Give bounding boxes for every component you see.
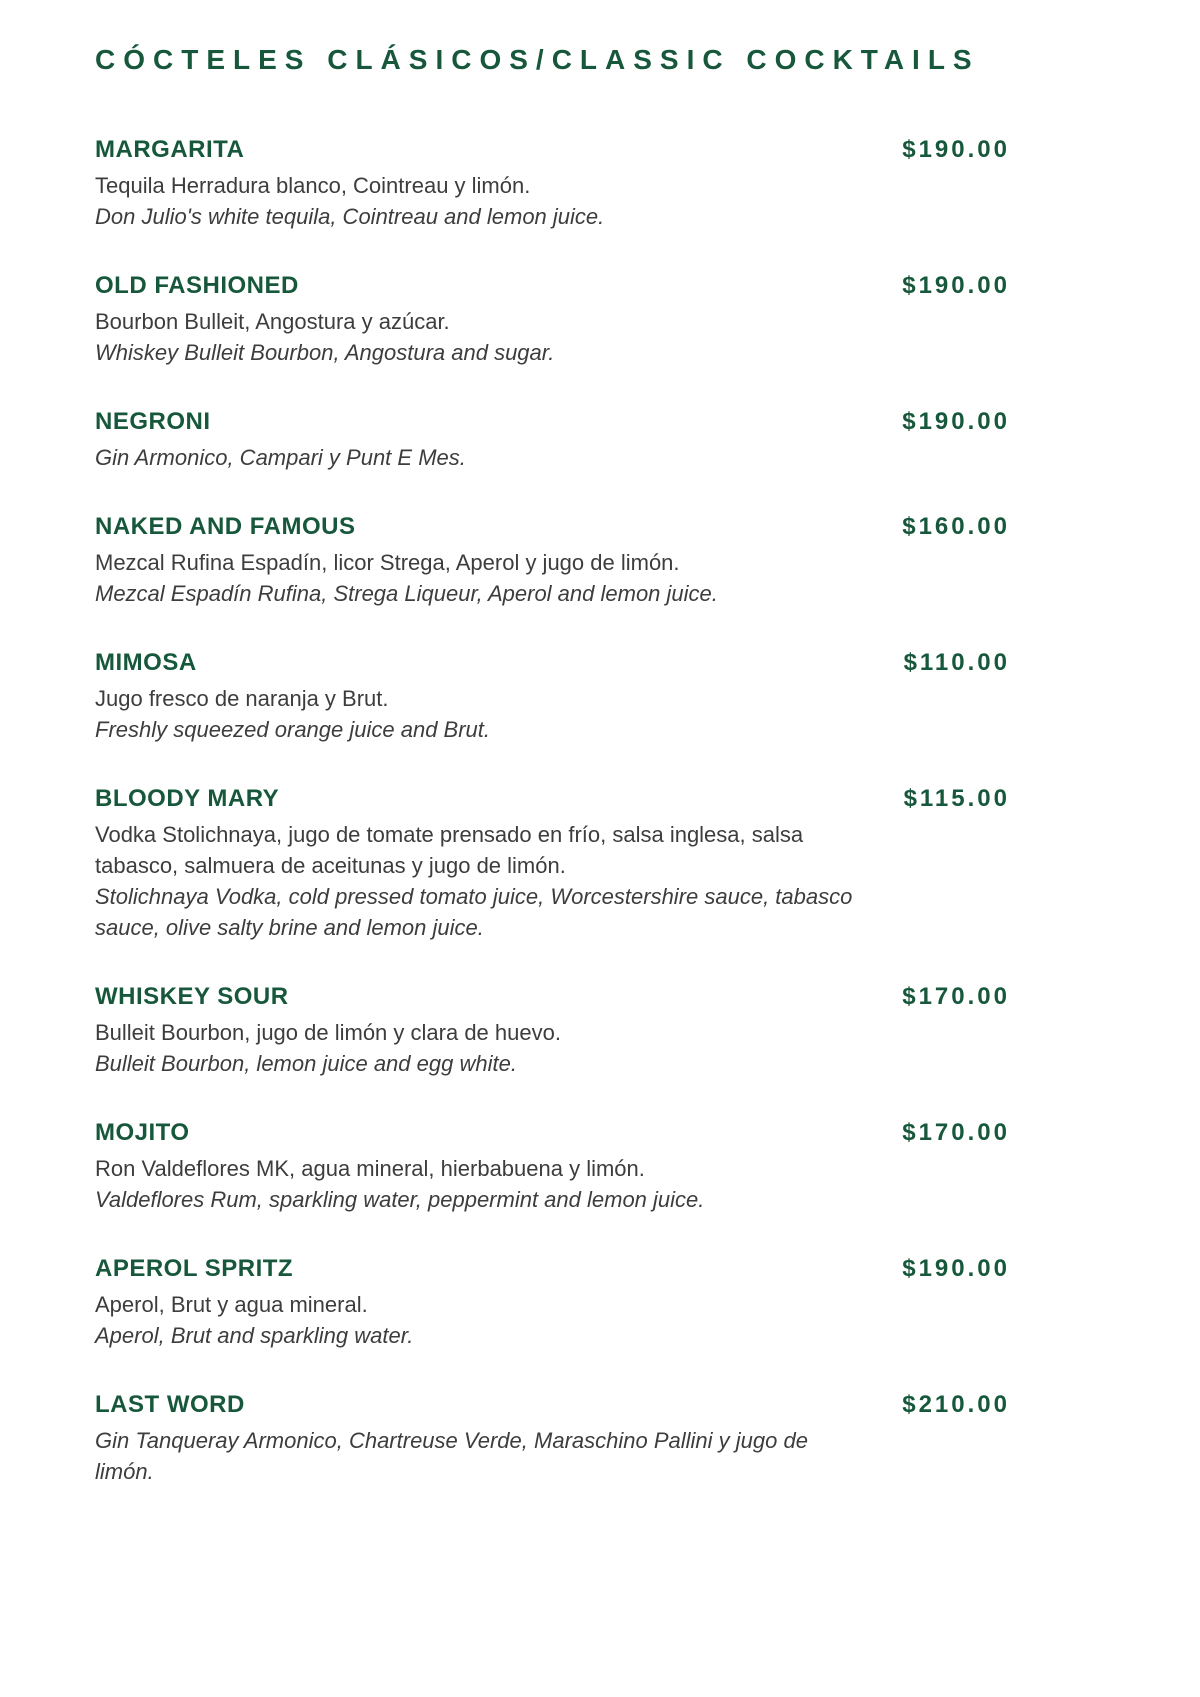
item-name: MOJITO [95, 1119, 190, 1146]
item-description-english: Don Julio's white tequila, Cointreau and lemon juice. [95, 204, 605, 229]
menu-content [95, 42, 1010, 1525]
item-description-english: Aperol, Brut and sparkling water. [95, 1323, 414, 1348]
menu-item-whiskey-sour [95, 981, 1010, 1079]
item-name: BLOODY MARY [95, 785, 280, 812]
item-name: NAKED AND FAMOUS [95, 513, 356, 540]
item-name: OLD FASHIONED [95, 272, 299, 299]
item-description-spanish: Bulleit Bourbon, jugo de limón y clara de huevo. [95, 1020, 561, 1045]
item-price: $110.00 [903, 649, 1010, 676]
item-header [95, 270, 1010, 302]
item-header [95, 406, 1010, 438]
item-price: $190.00 [902, 408, 1010, 435]
item-header [95, 1389, 1010, 1421]
menu-item-last-word [95, 1389, 1010, 1487]
item-description-english: Freshly squeezed orange juice and Brut. [95, 717, 491, 742]
item-description-spanish: Vodka Stolichnaya, jugo de tomate prensado en frío, salsa inglesa, salsa tabasco, salmuera de aceitunas y jugo de limón. [95, 822, 804, 878]
item-description-english: Valdeflores Rum, sparkling water, peppermint and lemon juice. [95, 1187, 705, 1212]
item-price: $190.00 [902, 272, 1010, 299]
menu-item-mojito [95, 1117, 1010, 1215]
item-description-spanish: Tequila Herradura blanco, Cointreau y limón. [95, 173, 531, 198]
menu-item-naked-and-famous [95, 511, 1010, 609]
item-price: $170.00 [902, 983, 1010, 1010]
menu-item-mimosa [95, 647, 1010, 745]
item-header [95, 134, 1010, 166]
item-description-english: Mezcal Espadín Rufina, Strega Liqueur, Aperol and lemon juice. [95, 581, 718, 606]
item-description-spanish: Bourbon Bulleit, Angostura y azúcar. [95, 309, 450, 334]
item-description-english: Whiskey Bulleit Bourbon, Angostura and sugar. [95, 340, 555, 365]
menu-item-bloody-mary [95, 783, 1010, 943]
menu-section-title: CÓCTELES CLÁSICOS/CLASSIC COCKTAILS [95, 44, 980, 75]
item-name: APEROL SPRITZ [95, 1255, 294, 1282]
item-header [95, 981, 1010, 1013]
item-description-english: Gin Tanqueray Armonico, Chartreuse Verde, Maraschino Pallini y jugo de limón. [95, 1428, 808, 1484]
item-name: WHISKEY SOUR [95, 983, 289, 1010]
item-price: $115.00 [903, 785, 1010, 812]
item-price: $160.00 [902, 513, 1010, 540]
item-price: $190.00 [902, 136, 1010, 163]
item-header [95, 783, 1010, 815]
item-description-english: Gin Armonico, Campari y Punt E Mes. [95, 445, 466, 470]
menu-item-old-fashioned [95, 270, 1010, 368]
item-description-spanish: Jugo fresco de naranja y Brut. [95, 686, 389, 711]
menu-item-aperol-spritz [95, 1253, 1010, 1351]
item-description-english: Stolichnaya Vodka, cold pressed tomato juice, Worcestershire sauce, tabasco sauce, olive salty brine and lemon juice. [95, 884, 853, 940]
item-name: LAST WORD [95, 1391, 245, 1418]
menu-item-margarita [95, 134, 1010, 232]
item-price: $190.00 [902, 1255, 1010, 1282]
item-header [95, 1253, 1010, 1285]
item-name: MARGARITA [95, 136, 245, 163]
menu-item-negroni [95, 406, 1010, 473]
item-description-spanish: Mezcal Rufina Espadín, licor Strega, Aperol y jugo de limón. [95, 550, 680, 575]
item-price: $170.00 [902, 1119, 1010, 1146]
item-name: MIMOSA [95, 649, 197, 676]
item-description-spanish: Aperol, Brut y agua mineral. [95, 1292, 368, 1317]
item-description-english: Bulleit Bourbon, lemon juice and egg white. [95, 1051, 517, 1076]
item-header [95, 647, 1010, 679]
item-header [95, 1117, 1010, 1149]
item-description-spanish: Ron Valdeflores MK, agua mineral, hierbabuena y limón. [95, 1156, 645, 1181]
item-price: $210.00 [902, 1391, 1010, 1418]
item-header [95, 511, 1010, 543]
item-name: NEGRONI [95, 408, 211, 435]
